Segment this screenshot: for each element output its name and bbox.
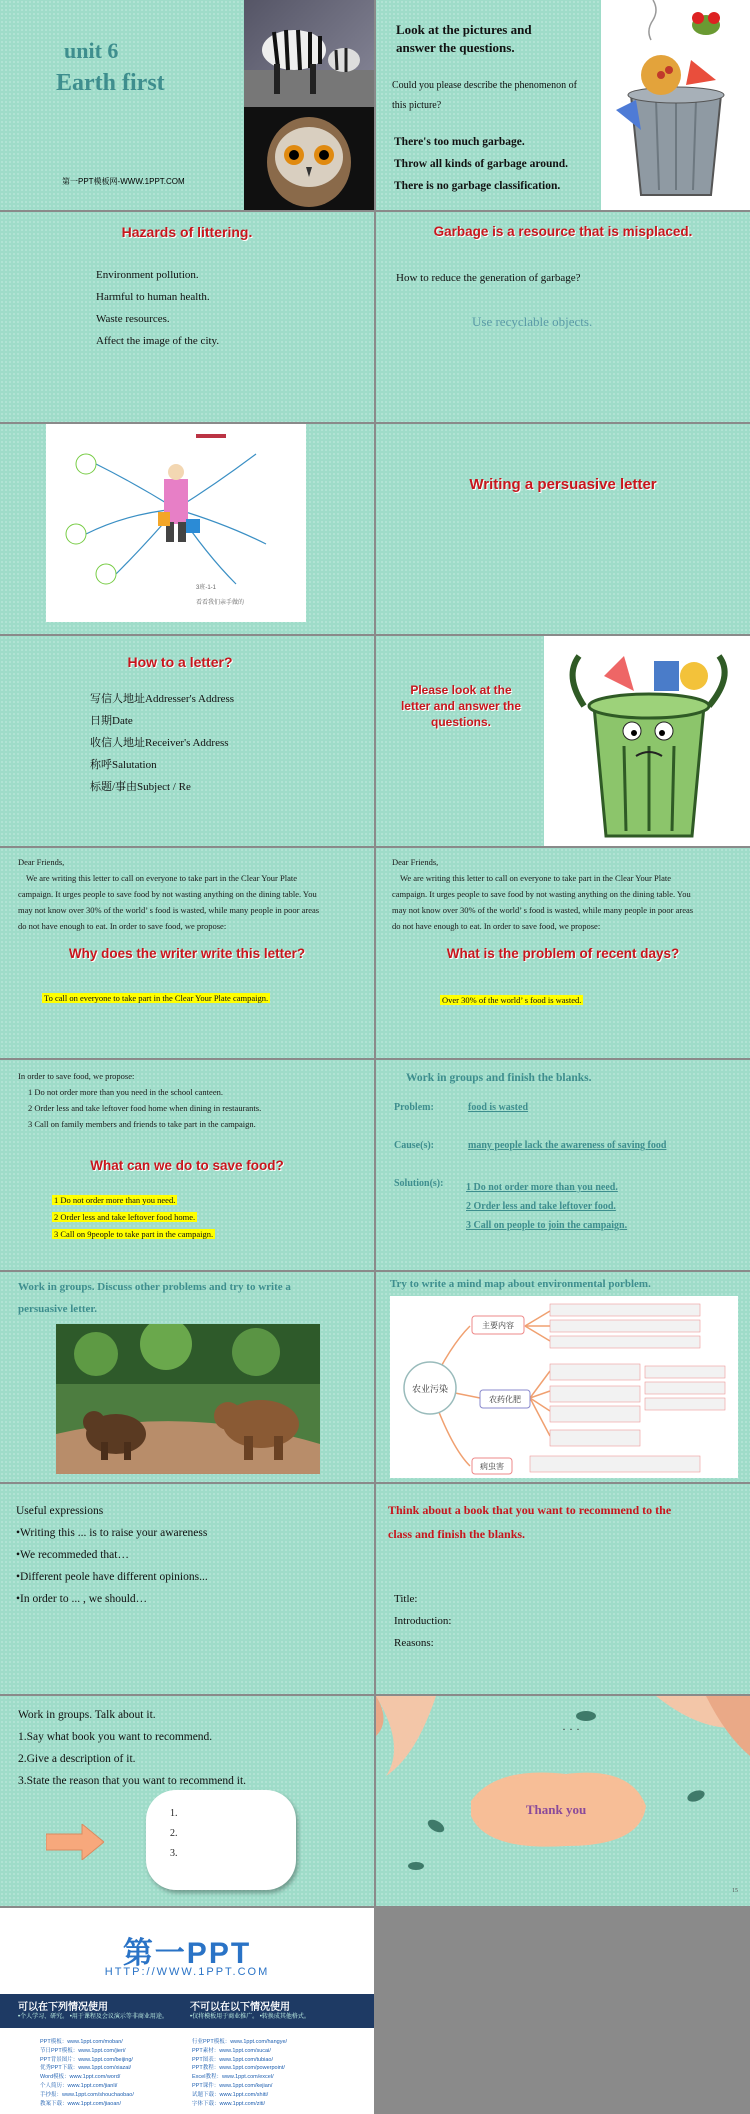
resource-link[interactable]: 个人简历：www.1ppt.com/jianli/: [40, 2082, 118, 2089]
page-number: 15: [732, 1888, 738, 1894]
question-line-1: Look at the pictures and: [396, 22, 532, 37]
letter-part-item: 写信人地址Addresser's Address: [90, 693, 235, 705]
cannot-use-title: 不可以在以下情况使用: [190, 2002, 290, 2013]
discuss-prompt: [18, 1276, 291, 1320]
note-number: 1.: [170, 1808, 178, 1819]
letter-text: [18, 854, 363, 934]
owl-photo: [244, 107, 374, 210]
resource-link[interactable]: 行业PPT模板：www.1ppt.com/hangye/: [192, 2039, 288, 2045]
slide-letter-why: [0, 848, 374, 1058]
slide-env-mindmap: [376, 1272, 750, 1482]
sad-trash-can-illustration: [544, 636, 750, 846]
links-right: [192, 2038, 287, 2108]
problem-answer-wrap: [440, 995, 583, 1005]
mindmap-caption-1: 3班-1-1: [196, 585, 217, 591]
letter-parts-list: [90, 688, 234, 798]
slide-title: [0, 0, 374, 210]
letter-line: campaign. It urges people to save food by not wasting anything on the dining table. You: [18, 889, 317, 899]
problem-question: What is the problem of recent days?: [446, 946, 680, 961]
why-answer: To call on everyone to take part in the Clear Your Plate campaign.: [44, 993, 269, 1003]
cannot-use-desc-1: •仅将模板用于商业推广。: [190, 2014, 259, 2020]
persuasive-title: Writing a persuasive letter: [469, 476, 657, 493]
resource-link[interactable]: Excel教程：www.1ppt.com/excel/: [192, 2074, 274, 2081]
mindmap-caption-2: 看看我们亲手做的: [196, 600, 245, 606]
hazard-item: Waste resources.: [96, 313, 170, 325]
resource-link[interactable]: Word模板：www.1ppt.com/word/: [40, 2074, 121, 2081]
problem-label: Problem:: [394, 1102, 434, 1113]
book-reasons-field: Reasons:: [394, 1637, 434, 1649]
can-use-desc-1: •个人学习、研究。: [18, 2014, 69, 2020]
trash-can-illustration: [601, 0, 750, 210]
usage-banner: [0, 1994, 374, 2028]
mind-map-drawing: [46, 424, 306, 622]
solution-item: 1 Do not order more than you need.: [466, 1182, 618, 1193]
answer-3: There is no garbage classification.: [394, 180, 561, 192]
expression-item: •Different peole have different opinions...: [16, 1571, 208, 1583]
resource-title: Garbage is a resource that is misplaced.: [433, 224, 693, 239]
question-line-3: Could you please describe the phenomenon of: [392, 80, 577, 91]
resource-link[interactable]: 手抄报：www.1ppt.com/shouchaobao/: [40, 2091, 134, 2098]
recommend-line: class and finish the blanks.: [388, 1527, 526, 1541]
letter-line: may not know over 30% of the world’ s food is wasted, while many people in poor areas: [18, 905, 320, 915]
slide-discuss-problems: [0, 1272, 374, 1482]
resource-link[interactable]: 教案下载：www.1ppt.com/jiaoan/: [40, 2100, 121, 2107]
resource-link[interactable]: 优秀PPT下载：www.1ppt.com/xiazai/: [40, 2065, 132, 2072]
proposal-item: 2 Order less and take leftover food home when dining in restaurants.: [28, 1103, 262, 1113]
reduce-question: How to reduce the generation of garbage?: [396, 272, 581, 284]
reduce-answer: Use recyclable objects.: [472, 314, 593, 329]
letter-greeting: Dear Friends,: [392, 857, 439, 867]
links-left: [40, 2038, 134, 2108]
bears-photo: [56, 1324, 320, 1474]
thank-you-text: Thank you: [525, 1802, 587, 1817]
save-food-answer: 1 Do not order more than you need.: [54, 1195, 176, 1205]
slide-hazards: [0, 212, 374, 422]
talk-item: 1.Say what book you want to recommend.: [18, 1731, 213, 1743]
slide-mindmap-photo: [0, 424, 374, 634]
brand-url: HTTP://WWW.1PPT.COM: [104, 1966, 270, 1978]
proposal-intro: In order to save food, we propose:: [18, 1071, 135, 1081]
solution-item: 3 Call on people to join the campaign.: [466, 1220, 628, 1231]
answer-1: There's too much garbage.: [394, 136, 525, 148]
solutions-list: [466, 1178, 627, 1235]
hazard-item: Harmful to human health.: [96, 291, 210, 303]
how-to-title: How to a letter?: [127, 654, 233, 670]
resource-link[interactable]: PPT课件：www.1ppt.com/kejian/: [192, 2082, 273, 2089]
letter-part-item: 收信人地址Receiver's Address: [90, 737, 229, 749]
prompt-line: Please look at the: [410, 683, 512, 697]
look-letter-prompt: [376, 682, 546, 730]
slide-look-pictures: [376, 0, 750, 210]
letter-line: do not have enough to eat. In order to save food, we propose:: [392, 921, 601, 931]
letter-line: We are writing this letter to call on everyone to take part in the Clear Your Plate: [400, 873, 671, 883]
letter-line: may not know over 30% of the world’ s food is wasted, while many people in poor areas: [392, 905, 694, 915]
slide-recommend-book: [376, 1484, 750, 1694]
slide-save-food: [0, 1060, 374, 1270]
question-line-2: answer the questions.: [396, 40, 515, 55]
prompt-line: questions.: [430, 715, 491, 729]
book-form: [394, 1588, 451, 1654]
expressions-title: Useful expressions: [16, 1505, 104, 1517]
blanks-title: Work in groups and finish the blanks.: [406, 1072, 592, 1084]
save-food-answer: 3 Call on 9people to take part in the campaign.: [54, 1229, 214, 1239]
slide-useful-expressions: [0, 1484, 374, 1694]
problem-answer: Over 30% of the world’ s food is wasted.: [442, 995, 582, 1005]
talk-item: 3.State the reason that you want to recommend it.: [18, 1775, 247, 1787]
slide-thank-you: [376, 1696, 750, 1906]
letter-line: campaign. It urges people to save food by not wasting anything on the dining table. You: [392, 889, 691, 899]
cannot-use-desc: [190, 2011, 310, 2020]
can-use-title: 可以在下列情况使用: [18, 2002, 108, 2013]
problem-value: food is wasted: [468, 1102, 529, 1113]
discuss-line: persuasive letter.: [18, 1303, 98, 1315]
causes-value: many people lack the awareness of saving food: [468, 1140, 667, 1151]
why-answer-wrap: [42, 993, 270, 1003]
slide-garbage-resource: [376, 212, 750, 422]
note-number: 2.: [170, 1828, 178, 1839]
can-use-desc-2: •用于课程及会议演示等非商业用途。: [69, 2014, 168, 2020]
mindmap-center: 农业污染: [411, 1384, 449, 1394]
hazards-title: Hazards of littering.: [121, 224, 253, 240]
solution-item: 2 Order less and take leftover food.: [466, 1201, 616, 1212]
hazard-item: Environment pollution.: [96, 269, 199, 281]
expression-item: •We recommeded that…: [16, 1549, 129, 1561]
expression-item: •In order to ... , we should…: [16, 1593, 148, 1605]
resource-link[interactable]: 字体下载：www.1ppt.com/ziti/: [192, 2100, 266, 2107]
recommend-prompt: [388, 1498, 671, 1546]
save-food-question: What can we do to save food?: [90, 1158, 284, 1173]
slide-how-to-letter: [0, 636, 374, 846]
note-card: [146, 1790, 296, 1890]
slide-letter-problem: [376, 848, 750, 1058]
slide-writing-persuasive: [376, 424, 750, 634]
resource-link[interactable]: 节日PPT模板：www.1ppt.com/jieri/: [40, 2047, 126, 2054]
letter-part-item: 标题/事由Subject / Re: [90, 781, 191, 793]
save-food-answer: 2 Order less and take leftover food home.: [54, 1212, 196, 1222]
can-use-desc: [18, 2011, 168, 2020]
letter-text: [392, 854, 742, 934]
resource-link[interactable]: PPT教程：www.1ppt.com/powerpoint/: [192, 2065, 285, 2072]
save-food-answers: [52, 1192, 215, 1243]
cannot-use-desc-2: •转换成其他格式。: [259, 2014, 310, 2020]
resource-link[interactable]: PPT图表：www.1ppt.com/tubiao/: [192, 2056, 274, 2063]
decorative-dots: · · ·: [562, 1722, 580, 1736]
note-number: 3.: [170, 1848, 178, 1859]
solutions-label: Solution(s):: [394, 1178, 444, 1189]
talk-list: [18, 1704, 246, 1792]
proposal-text: [18, 1068, 261, 1132]
letter-part-item: 称呼Salutation: [90, 759, 157, 771]
letter-part-item: 日期Date: [90, 715, 133, 727]
mindmap-branch-3: 病虫害: [480, 1462, 504, 1471]
zebra-photo: [244, 0, 374, 107]
proposal-item: 3 Call on family members and friends to take part in the campaign.: [28, 1119, 256, 1129]
resource-link[interactable]: PPT背景图片：www.1ppt.com/beijing/: [40, 2056, 133, 2063]
why-question: Why does the writer write this letter?: [68, 946, 306, 961]
resource-link[interactable]: PPT素材：www.1ppt.com/sucai/: [192, 2047, 271, 2054]
proposal-item: 1 Do not order more than you need in the school canteen.: [28, 1087, 223, 1097]
slide-look-letter: [376, 636, 750, 846]
slide-group-talk: [0, 1696, 374, 1906]
note-numbers: [170, 1804, 178, 1864]
book-intro-field: Introduction:: [394, 1615, 452, 1627]
resource-link[interactable]: 试题下载：www.1ppt.com/shiti/: [192, 2091, 269, 2098]
arrow-icon: [46, 1824, 104, 1860]
slide-ad: [0, 1908, 374, 2114]
unit-label: unit 6: [64, 38, 119, 63]
causes-label: Cause(s):: [394, 1140, 434, 1151]
mindmap-branch-2: 农药化肥: [489, 1395, 521, 1404]
letter-greeting: Dear Friends,: [18, 857, 65, 867]
recommend-line: Think about a book that you want to recommend to the: [388, 1503, 672, 1517]
book-title-field: Title:: [394, 1593, 418, 1605]
env-mindmap: [390, 1296, 738, 1478]
hazards-list: [96, 264, 219, 352]
discuss-line: Work in groups. Discuss other problems and try to write a: [18, 1281, 291, 1293]
expressions-list: [16, 1500, 208, 1610]
resource-link[interactable]: PPT模板：www.1ppt.com/moban/: [40, 2039, 123, 2045]
page-title: Earth first: [56, 70, 165, 96]
question-line-4: this picture?: [392, 100, 442, 111]
talk-item: 2.Give a description of it.: [18, 1753, 136, 1765]
prompt-line: letter and answer the: [400, 699, 522, 713]
expression-item: •Writing this ... is to raise your awareness: [16, 1527, 208, 1539]
env-mindmap-title: Try to write a mind map about environmental porblem.: [390, 1278, 651, 1290]
answer-2: Throw all kinds of garbage around.: [394, 158, 569, 170]
brand-logo: 第一PPT: [122, 1937, 252, 1970]
mindmap-branch-1: 主要内容: [482, 1321, 514, 1330]
letter-line: do not have enough to eat. In order to save food, we propose:: [18, 921, 227, 931]
letter-line: We are writing this letter to call on everyone to take part in the Clear Your Plate: [26, 873, 297, 883]
talk-title: Work in groups. Talk about it.: [18, 1709, 156, 1721]
hazard-item: Affect the image of the city.: [96, 335, 220, 347]
slide-finish-blanks: [376, 1060, 750, 1270]
footer-text: 第一PPT模板网-WWW.1PPT.COM: [62, 177, 185, 186]
